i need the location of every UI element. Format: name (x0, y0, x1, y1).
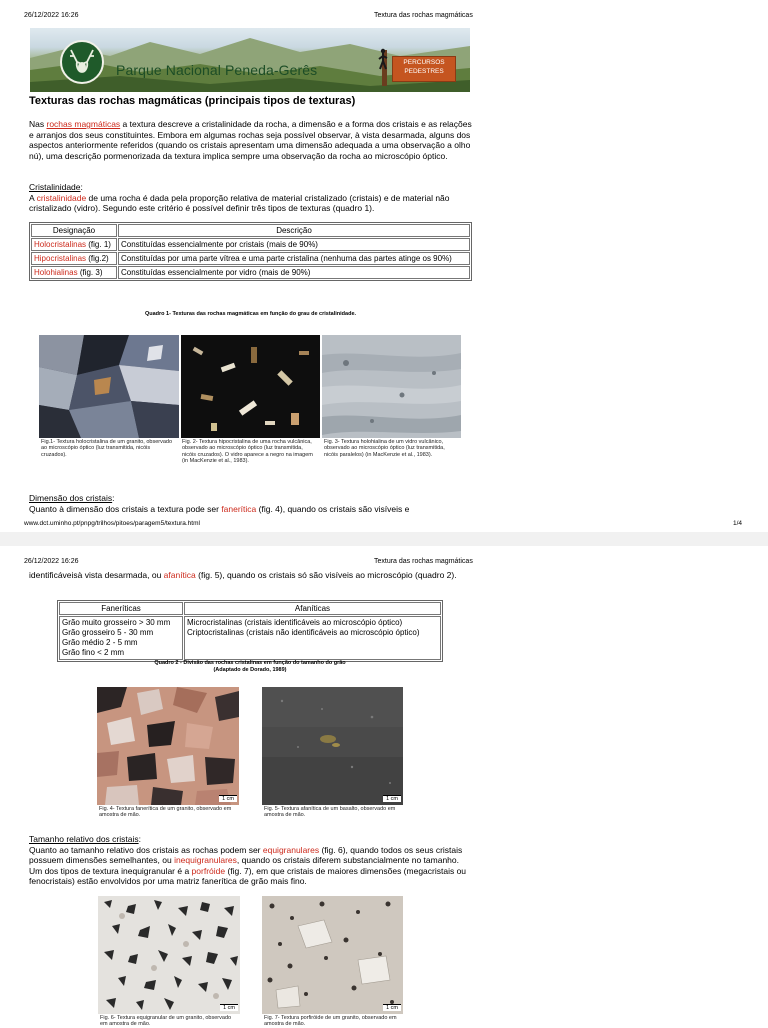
table-header: Descrição (118, 224, 470, 237)
table-header: Afaníticas (184, 602, 441, 615)
intro-paragraph: Nas rochas magmáticas a textura descreve a cristalinidade da rocha, a dimensão e a forma dos cristais e as relações e arranjos dos seus constituintes. Embora em algumas rochas seja possível observar, à vista desarmada, alguns dos aspectos anteriormente referidos (quando os cristais apresentam uma dimensão adequada a uma observação a olho nú), uma descrição pormenorizada da textura implica sempre uma observação da rocha ao microscópio óptico. (29, 119, 472, 161)
table-row: Holocristalinas (fig. 1) Constituídas essencialmente por cristais (mais de 90%) (31, 238, 470, 251)
hipocristalinas-link[interactable]: Hipocristalinas (34, 254, 87, 263)
table-row: Hipocristalinas (fig.2) Constituídas por uma parte vítrea e uma parte cristalina (nenhuma das partes atinge os 90%) (31, 252, 470, 265)
fig-5-caption: Fig. 5- Textura afanítica de um basalto, observado em amostra de mão. (264, 806, 396, 819)
rochas-magmaticas-link[interactable]: rochas magmáticas (46, 119, 121, 129)
walking-trails-sign[interactable] (370, 50, 456, 86)
crystal-size-continued: identificáveisà vista desarmada, ou afanítica (fig. 5), quando os cristais só são visíveis ao microscópio (quadro 2). (29, 570, 457, 580)
fig-2-hypocrystalline-image (181, 335, 320, 438)
print-header-title: Textura das rochas magmáticas (374, 558, 473, 565)
fig-1-caption: Fig.1- Textura holocristalina de um granito, observado ao microscópio óptico (luz transmitida, nicóis cruzados). (41, 439, 173, 458)
crystal-size-section: Dimensão dos cristais: Quanto à dimensão dos cristais a textura pode ser fanerítica (fig. 4), quando os cristais são visíveis e (29, 493, 410, 514)
page-2 (0, 546, 768, 1028)
print-footer-page: 1/4 (733, 520, 743, 527)
inequigranulares-link[interactable]: inequigranulares (174, 855, 237, 865)
crystallinity-section: Cristalinidade: A cristalinidade de uma rocha é dada pela proporção relativa de material cristalizado (cristais) e de material não cristalizado (vidro). Segundo este critério é possível definir três tipos de texturas (quadro 1). (29, 182, 450, 213)
page-title: Texturas das rochas magmáticas (principais tipos de texturas) (29, 95, 356, 107)
scale-bar: 1 cm (383, 795, 401, 802)
scale-bar: 1 cm (383, 1004, 401, 1011)
page-break (0, 532, 768, 546)
fig-6-caption: Fig. 6- Textura equigranular de um granito, observado em amostra de mão. (100, 1015, 232, 1028)
table-1-caption: Quadro 1- Texturas das rochas magmáticas em função do grau de cristalinidade. (144, 311, 357, 317)
fig-4-caption: Fig. 4- Textura fanerítica de um granito, observado em amostra de mão. (99, 806, 232, 819)
holohialinas-link[interactable]: Holohialinas (34, 268, 78, 277)
print-header-date: 26/12/2022 16:26 (24, 12, 79, 19)
table-row: Grão muito grosseiro > 30 mm Grão grosseiro 5 - 30 mm Grão médio 2 - 5 mm Grão fino < 2 mm Microcristalinas (cristais identificáveis ao microscópio óptico) Criptocristalinas (cristais não identificáveis ao microscópio óptico) (59, 616, 441, 660)
crystallinity-table (29, 222, 472, 281)
table-header: Designação (31, 224, 117, 237)
sign-line-1: PERCURSOS (403, 59, 445, 66)
scale-bar: 1 cm (219, 795, 237, 802)
equigranulares-link[interactable]: equigranulares (262, 844, 320, 855)
fig-7-caption: Fig. 7- Textura porfiróide de um granito, observado em amostra de mão. (264, 1015, 397, 1028)
table-row: Holohialinas (fig. 3) Constituídas essencialmente por vidro (mais de 90%) (31, 266, 470, 279)
park-logo[interactable] (60, 40, 104, 84)
fig-1-holocrystalline-image (39, 335, 179, 438)
table-2-caption: Quadro 2 - Divisão das rochas cristalinas em função do tamanho do grão (Adaptado de Dorado, 1989) (154, 660, 346, 673)
grain-size-table (57, 600, 443, 662)
print-header-date: 26/12/2022 16:26 (24, 558, 79, 565)
park-name: Parque Nacional Peneda-Gerês (116, 62, 318, 78)
holocristalinas-link[interactable]: Holocristalinas (34, 240, 87, 249)
print-header-title: Textura das rochas magmáticas (374, 12, 473, 19)
relative-size-section: Tamanho relativo dos cristais: Quanto ao tamanho relativo dos cristais as rochas podem ser equigranulares (fig. 6), quando todos os seus cristais possuem dimensões semelhantes, ou inequigranulares, quando os cristais diferem substancialmente no tamanho. Um dos tipos de textura inequigranular é a porfróide (fig. 7), em que cristais de maiores dimensões (megacristais ou fenocristais) estão envolvidos por uma matriz fanerítica de grão mais fino. (29, 834, 467, 886)
table-header: Faneríticas (59, 602, 183, 615)
fig-7-porphyritic-granite-image (262, 896, 403, 1014)
fig-3-caption: Fig. 3- Textura holohialina de um vidro vulcânico, observado ao microscópio óptico (luz transmitida, nicóis paralelos) (in MacKenzie et al., 1983). (324, 439, 445, 458)
fig-3-holohyaline-image (322, 335, 461, 438)
hiker-icon (376, 48, 390, 70)
sign-line-2: PEDESTRES (404, 68, 444, 75)
afanitica-link[interactable]: afanítica (163, 570, 196, 580)
porfiroide-link[interactable]: porfróide (191, 865, 226, 876)
fig-6-equigranular-granite-image (98, 896, 240, 1014)
fig-2-caption: Fig. 2- Textura hipocristalina de uma rocha vulcânica, observado ao microscópio óptico (luz transmitida, nicóis cruzados). O vidro aparece a negro na imagem (in MacKenzie et al., 1983). (182, 439, 313, 464)
print-footer-url: www.dct.uminho.pt/pnpg/trilhos/pitoes/paragem5/textura.html (24, 520, 200, 527)
cristalinidade-link[interactable]: cristalinidade (36, 192, 87, 203)
park-banner (30, 28, 470, 92)
deer-head-icon (62, 42, 102, 82)
crystallinity-heading: Cristalinidade (29, 182, 81, 192)
faneritica-link[interactable]: fanerítica (221, 503, 257, 514)
crystal-size-heading: Dimensão dos cristais (29, 493, 113, 503)
relative-size-heading: Tamanho relativo dos cristais (29, 834, 139, 844)
fig-5-aphanitic-basalt-image (262, 687, 403, 805)
scale-bar: 1 cm (220, 1004, 238, 1011)
fig-4-phaneritic-granite-image (97, 687, 239, 805)
